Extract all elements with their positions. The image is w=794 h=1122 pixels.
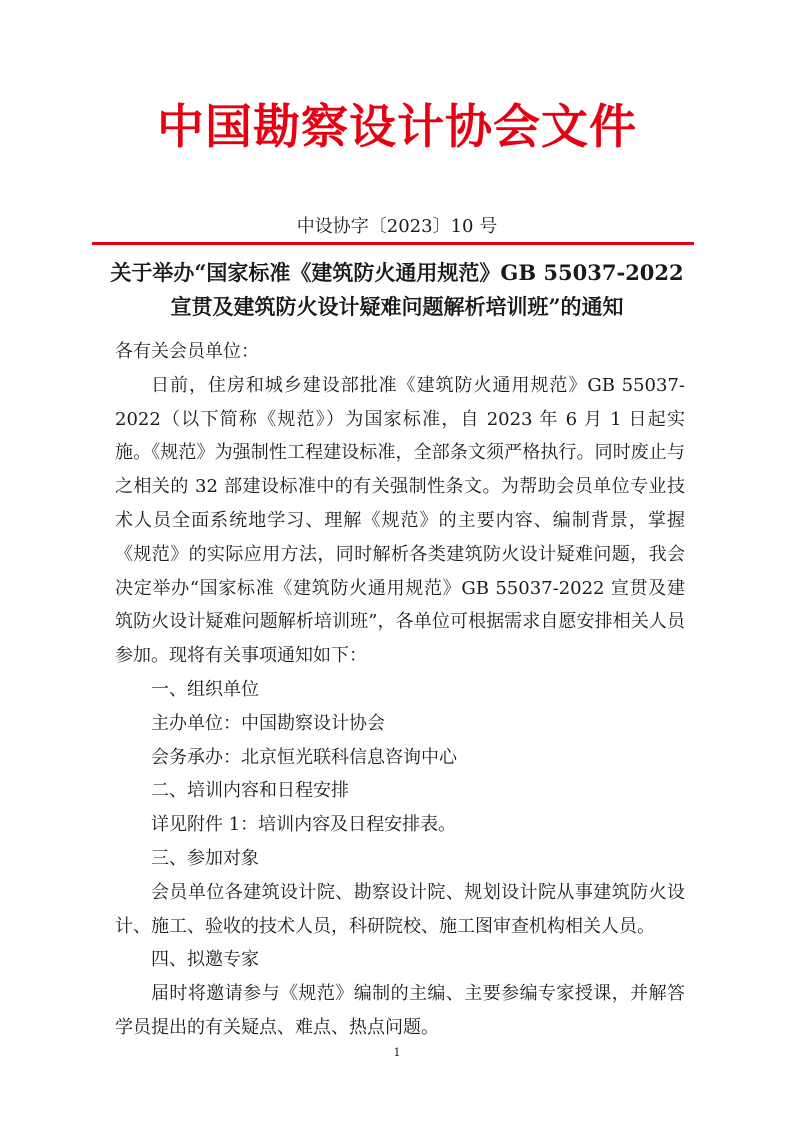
notice-title-line-2: 宣贯及建筑防火设计疑难问题解析培训班”的通知 — [170, 294, 624, 319]
notice-title-line-1: 关于举办“国家标准《建筑防火通用规范》GB 55037-2022 — [110, 260, 684, 285]
participants-paragraph: 会员单位各建筑设计院、勘察设计院、规划设计院从事建筑防火设计、施工、验收的技术人员，科研院校、施工图审查机构相关人员。 — [115, 881, 685, 937]
section-heading-schedule: 二、培训内容和日程安排 — [151, 780, 349, 802]
document-number: 中设协字〔2023〕10 号 — [296, 216, 498, 237]
section-heading-organizers: 一、组织单位 — [151, 678, 259, 700]
salutation: 各有关会员单位： — [115, 341, 259, 362]
intro-paragraph: 日前，住房和城乡建设部批准《建筑防火通用规范》GB 55037-2022（以下简称《规范》）为国家标准，自 2023 年 6 月 1 日起实施。《规范》为强制性工程建设标准，全部条文须严格执行。同时废止与之相关的 32 部建设标准中的有关强制性条文。为帮助会员单位专业技术人员全面系统地学习、理解《规范》的主要内容、编制背景，掌握《规范》的实际应用方法，同时解析各类建筑防火设计疑难问题，我会决定举办“国家标准《建筑防火通用规范》GB 55037-2022 宣贯及建筑防火设计疑难问题解析培训班”，各单位可根据需求自愿安排相关人员参加。现将有关事项通知如下： — [115, 374, 685, 667]
experts-paragraph: 届时将邀请参与《规范》编制的主编、主要参编专家授课，并解答学员提出的有关疑点、难点、热点问题。 — [115, 983, 685, 1038]
section-heading-participants: 三、参加对象 — [151, 847, 259, 869]
red-divider-rule — [92, 242, 694, 245]
section-heading-experts: 四、拟邀专家 — [151, 949, 259, 971]
masthead-title: 中国勘察设计协会文件 — [157, 100, 637, 155]
page-number: 1 — [393, 1046, 401, 1059]
notice-body — [115, 335, 685, 1045]
co-organizer-line: 会务承办：北京恒光联科信息咨询中心 — [151, 746, 457, 768]
schedule-text: 详见附件 1：培训内容及日程安排表。 — [151, 814, 457, 836]
organizer-line: 主办单位：中国勘察设计协会 — [151, 712, 385, 734]
